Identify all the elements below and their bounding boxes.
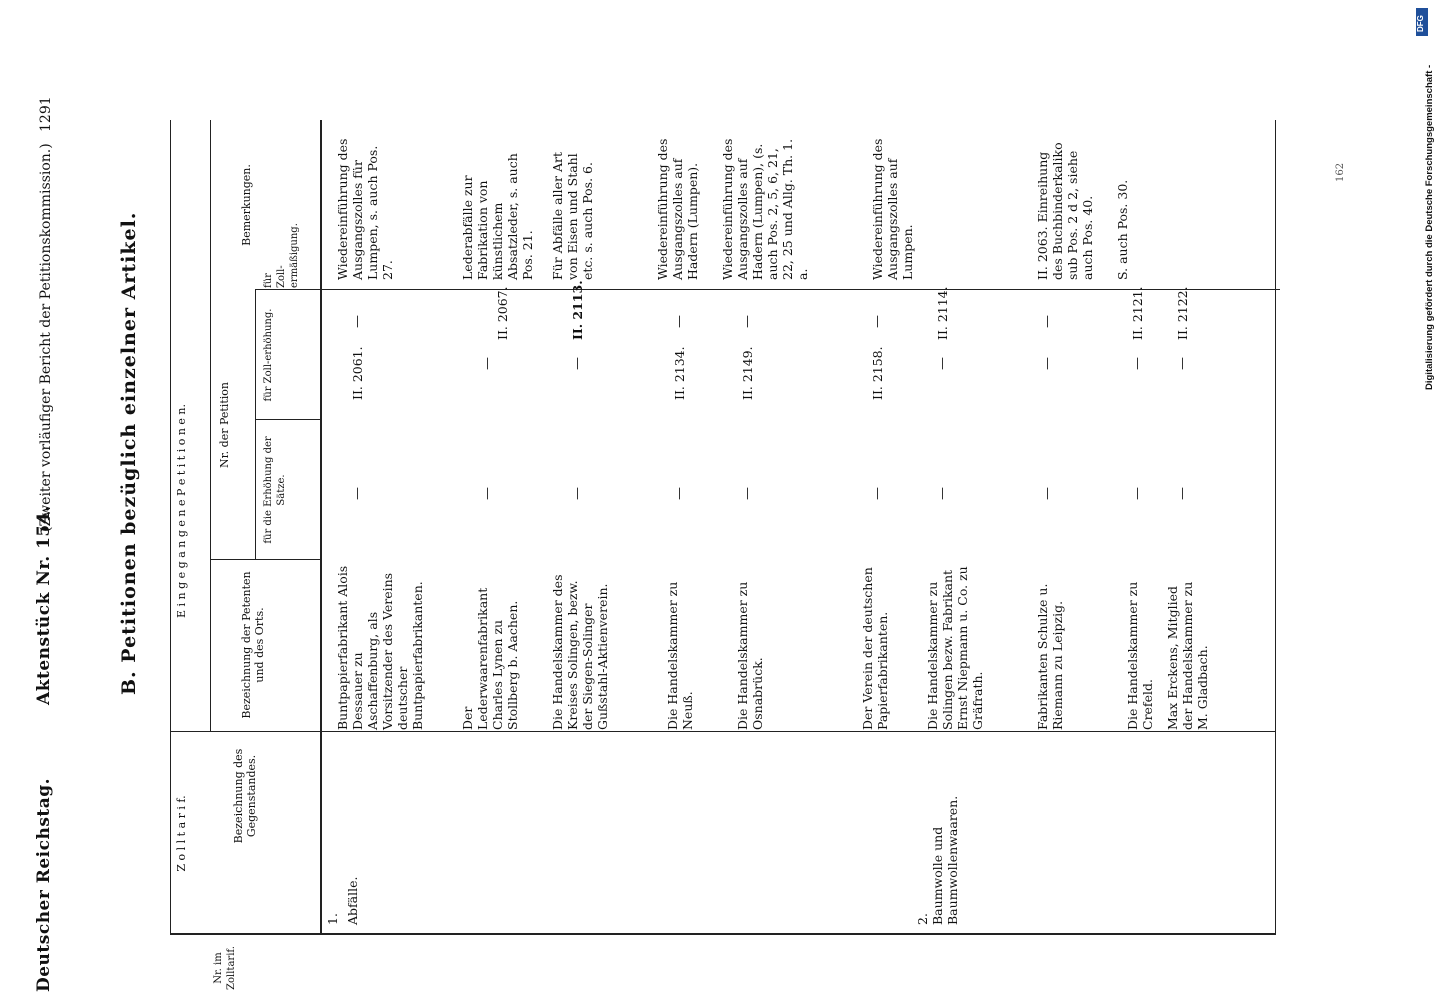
col-zollerhoehung: für Zoll-erhöhung.	[263, 308, 274, 402]
col-group-eingegangene: E i n g e g a n g e n e P e t i t i o n e n.	[175, 403, 188, 619]
section-title: B. Petitionen bezüglich einzelner Artikel.	[118, 211, 140, 695]
entry-saetze: —	[570, 487, 585, 500]
entry-petent: Die Handelskammer zu Osnabrück.	[735, 581, 765, 730]
entry-bemerkung: II. 2063. Einreihung des Buchbinderkaliko sub Pos. 2 d 2, siehe auch Pos. 40.	[1035, 142, 1095, 280]
entry-ermaessigung: —	[672, 315, 687, 328]
entry-petent: Der Lederwaarenfabrikant Charles Lynen zu Stollberg b. Aachen.	[460, 587, 520, 730]
entry-saetze: —	[1040, 487, 1055, 500]
entry-saetze: —	[672, 487, 687, 500]
entry-petent: Max Erckens, Mitglied der Handelskammer zu M. Gladbach.	[1165, 581, 1210, 730]
entry-saetze: —	[870, 487, 885, 500]
entry-saetze: —	[350, 487, 365, 500]
header-page-number: 1291	[38, 96, 54, 132]
entry-erhoehung: II. 2134.	[672, 346, 687, 400]
col-gegenstand: Bezeichnung des Gegenstandes.	[232, 748, 258, 844]
saetze-col-rule	[255, 419, 320, 420]
col-saetze: für die Erhöhung der Sätze.	[263, 436, 287, 544]
entry-petent: Buntpapierfabrikant Alois Dessauer zu Aschaffenburg, als Vorsitzender des Vereins deutscher Buntpapierfabrikanten.	[335, 565, 425, 730]
header-reichstag: Deutscher Reichstag.	[34, 777, 54, 992]
entry-ermaessigung: —	[350, 315, 365, 328]
nr-petition-sub-rule	[255, 290, 256, 560]
entry-ermaessigung: —	[1040, 315, 1055, 328]
entry-erhoehung: —	[1040, 357, 1055, 370]
entry-petent: Fabrikanten Schulze u. Riemann zu Leipzig.	[1035, 583, 1065, 730]
header-bottom-rule	[320, 120, 322, 935]
entry-petent: Die Handelskammer des Kreises Solingen, bezw. der Siegen-Solinger Gußstahl-Aktienverein.	[550, 574, 610, 730]
col-group-nr-petition: Nr. der Petition	[218, 382, 231, 468]
entry-erhoehung: —	[935, 357, 950, 370]
entry-erhoehung: II. 2149.	[740, 346, 755, 400]
entry-ermaessigung: —	[740, 315, 755, 328]
group-sub-rule	[210, 120, 211, 732]
entry-ermaessigung: II. 2113.	[570, 280, 585, 340]
entry-bemerkung: Wiedereinführung des Ausgangszolles für Lumpen, s. auch Pos. 27.	[335, 138, 395, 280]
entry-ermaessigung: —	[870, 315, 885, 328]
entry-ermaessigung: II. 2121.	[1130, 286, 1145, 340]
entry-erhoehung: —	[1175, 357, 1190, 370]
entry-erhoehung: —	[1130, 357, 1145, 370]
row-gegenstand: Baumwolle und Baumwollenwaaren.	[930, 795, 960, 925]
header-doc-number: Aktenstück Nr. 154.	[34, 505, 54, 705]
entry-bemerkung: S. auch Pos. 30.	[1115, 179, 1130, 280]
table-top-rule	[170, 120, 171, 935]
entry-petent: Der Verein der deutschen Papierfabrikanten.	[860, 567, 890, 730]
entry-bemerkung: Lederabfälle zur Fabrikation von künstlichem Absatzleder, s. auch Pos. 21.	[460, 153, 535, 280]
col-bemerkungen: Bemerkungen.	[240, 164, 253, 246]
entry-erhoehung: II. 2061.	[350, 346, 365, 400]
entry-saetze: —	[740, 487, 755, 500]
entry-petent: Die Handelskammer zu Solingen bezw. Fabrikant Ernst Niepmann u. Co. zu Gräfrath.	[925, 566, 985, 730]
gegenstand-col-rule	[170, 731, 1275, 732]
entry-erhoehung: —	[480, 357, 495, 370]
nr-col-rule	[210, 933, 320, 935]
entry-saetze: —	[1175, 487, 1190, 500]
table-left-rule	[170, 933, 1275, 935]
entry-saetze: —	[935, 487, 950, 500]
dfg-badge: DFG	[1416, 8, 1428, 36]
row-nr: 1.	[325, 913, 340, 925]
row-gegenstand: Abfälle.	[345, 876, 360, 925]
row-nr: 2.	[915, 913, 930, 925]
entry-ermaessigung: II. 2114.	[935, 286, 950, 340]
entry-saetze: —	[1130, 487, 1145, 500]
header-report: (Zweiter vorläufiger Bericht der Petitionskommission.)	[38, 143, 54, 532]
entry-bemerkung: Wiedereinführung des Ausgangszolles auf Hadern (Lumpen), (s. auch Pos. 2, 5, 6, 21, 22, 25 und Allg. Th. 1. a.	[720, 138, 810, 280]
col-group-zolltarif: Z o l l t a r i f.	[175, 795, 188, 872]
rotated-page: Deutscher Reichstag. Aktenstück Nr. 154. (Zweiter vorläufiger Bericht der Petitionskommission.) 1291 B. Petitionen bezüglich einzelner Artikel. Z o l l t a r i f. Nr. im Zolltarif. Bezeichnung des Gegenstandes. E i n g e g a n g e n e P e t i t i o n e n. Bezeichnung der Petenten und des Orts. Nr. der Petition für die Erhöhung der Sätze. für Zoll-erhöhung. für Zoll-ermäßigung. Bemerkungen. 1. Abfälle. Buntpapierfabrikant Alois Dessauer zu Aschaffenburg, als Vorsitzender des Vereins deutscher Buntpapierfabrikanten. — II. 2061. — Wiedereinführung des Ausgangszolles für Lumpen, s. auch Pos. 27. Der Lederwaarenfabrikant Charles Lynen zu Stollberg b. Aachen. — — II. 2067. Lederabfälle zur Fabrikation von künstlichem Absatzleder, s. auch Pos. 21. Die Handelskammer des Kreises Solingen, bezw. der Siegen-Solinger Gußstahl-Aktienverein. — — II. 2113. Für Abfälle aller Art von Eisen und Stahl etc. s. auch Pos. 6. Die Handelskammer zu Neuß. — II. 2134. — Wiedereinführung des Ausgangszolles auf Hadern (Lumpen). Die Handelskammer zu Osnabrück. — II. 2149. — Wiedereinführung des Ausgangszolles auf Hadern (Lumpen), (s. auch Pos. 2, 5, 6, 21, 22, 25 und Allg. Th. 1. a. Der Verein der deutschen Papierfabrikanten. — II. 2158. — Wiedereinführung des Ausgangszolles auf Lumpen. 2. Baumwolle und Baumwollenwaaren. Die Handelskammer zu Solingen bezw. Fabrikant Ernst Niepmann u. Co. zu Gräfrath. — — II. 2114. Fabrikanten Schulze u. Riemann zu Leipzig. — — — II. 2063. Einreihung des Buchbinderkaliko sub Pos. 2 d 2, siehe auch Pos. 40. Die Handelskammer zu Crefeld. — — II. 2121. S. auch Pos. 30. Max Erckens, Mitglied der Handelskammer zu M. Gladbach. — — II. 2122. 162	[0, 0, 1432, 1000]
entry-bemerkung: Für Abfälle aller Art von Eisen und Stahl etc. s. auch Pos. 6.	[550, 152, 595, 280]
col-nr: Nr. im Zolltarif.	[213, 946, 237, 990]
entry-bemerkung: Wiedereinführung des Ausgangszolles auf Hadern (Lumpen).	[655, 138, 700, 280]
entry-petent: Die Handelskammer zu Crefeld.	[1125, 581, 1155, 730]
entry-petent: Die Handelskammer zu Neuß.	[665, 581, 695, 730]
entry-erhoehung: —	[570, 357, 585, 370]
table-right-rule	[1275, 120, 1276, 935]
entry-bemerkung: Wiedereinführung des Ausgangszolles auf Lumpen.	[870, 138, 915, 280]
entry-erhoehung: II. 2158.	[870, 346, 885, 400]
credit-text: Digitalisierung gefördert durch die Deutsche Forschungsgemeinschaft -	[1424, 64, 1435, 390]
entry-saetze: —	[480, 487, 495, 500]
entry-ermaessigung: II. 2122.	[1175, 286, 1190, 340]
entry-ermaessigung: II. 2067.	[495, 286, 510, 340]
footer-mark: 162	[1335, 162, 1346, 182]
col-petenten: Bezeichnung der Petenten und des Orts.	[240, 571, 266, 719]
